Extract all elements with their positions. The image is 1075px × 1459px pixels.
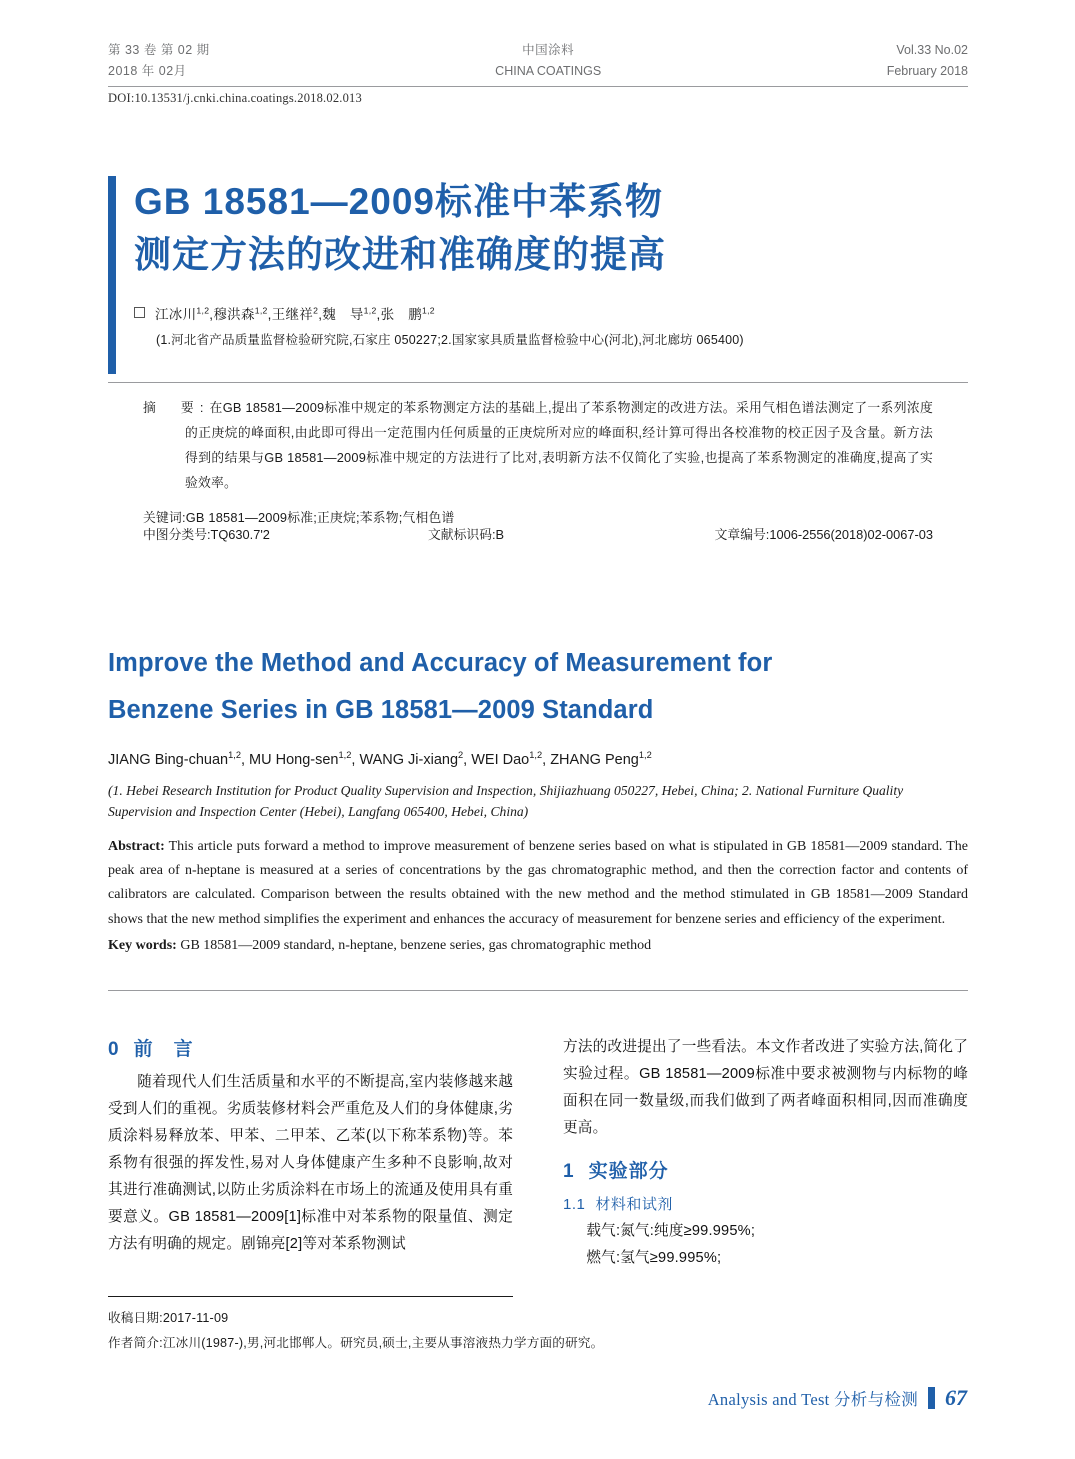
divider-english-bottom (108, 990, 968, 991)
journal-name-zh: 中国涂料 (522, 43, 575, 57)
subsection-title-1-1: 材料和试剂 (595, 1195, 673, 1213)
author-bio: 作者简介:江冰川(1987-),男,河北邯郸人。研究员,硕士,主要从事溶液热力学方面的研究。 (108, 1335, 604, 1350)
author-zh-1: 江冰川 (155, 307, 197, 323)
section-title-1: 实验部分 (588, 1160, 669, 1182)
footer-section-label: Analysis and Test 分析与检测 (707, 1390, 918, 1409)
paragraph-intro: 随着现代人们生活质量和水平的不断提高,室内装修越来越受到人们的重视。劣质装修材料会严重危及人们的身体健康,劣质涂料易释放苯、甲苯、二甲苯、乙苯(以下称苯系物)等。苯系物有很强的挥发性,易对人身体健康产生多种不良影响,故对其进行准确测试,以防止劣质涂料在市场上的流通及使用具有重要意义。GB 18581—2009[1]标准中对苯系物的限量值、测定方法有明确的规定。剧锦亮[2]等对苯系物测试 (108, 1074, 513, 1252)
running-head-right (887, 40, 968, 81)
running-head (108, 40, 968, 81)
title-block (108, 176, 968, 348)
volume-issue-zh: 第 33 卷 第 02 期 (108, 43, 210, 57)
authors-zh: 江冰川$^{1,2}$,穆洪森$^{1,2}$,王继祥$^2$,魏 导$^{1,2}$,张 鹏$^{1,2}$ (134, 303, 968, 323)
section-heading-0 (108, 1034, 513, 1061)
materials-line-1: 载气:氮气:纯度≥99.995%; (586, 1222, 756, 1239)
section-title-0: 前 言 (133, 1039, 194, 1060)
subsection-number-1-1: 1.1 (563, 1195, 586, 1213)
keywords-en (108, 938, 968, 954)
keywords-en-label: Key words: (108, 937, 177, 953)
paragraph-intro-continued: 方法的改进提出了一些看法。本文作者改进了实验方法,简化了实验过程。GB 18581—2009标准中要求被测物与内标物的峰面积在同一数量级,而我们做到了两者峰面积相同,因而准确度更高。 (563, 1039, 968, 1136)
page-title-zh-line2: 测定方法的改进和准确度的提高 (134, 233, 666, 275)
received-date: 收稿日期:2017-11-09 (108, 1311, 229, 1325)
abstract-zh-block (143, 396, 933, 531)
date-zh: 2018 年 02月 (108, 63, 187, 78)
doi-text: DOI:10.13531/j.cnki.china.coatings.2018.02.013 (108, 91, 362, 105)
section-number-0: 0 (108, 1039, 120, 1060)
subsection-heading-1-1 (563, 1193, 968, 1214)
keywords-en-text: GB 18581—2009 standard, n-heptane, benzene series, gas chromatographic method (176, 937, 652, 953)
page-number: 67 (945, 1385, 967, 1410)
abstract-zh-text: 在GB 18581—2009标准中规定的苯系物测定方法的基础上,提出了苯系物测定的改进方法。采用气相色谱法测定了一系列浓度的正庚烷的峰面积,由此即可得出一定范围内任何质量的正庚烷所对应的峰面积,经计算可得出各校准物的校正因子及含量。新方法得到的结果与GB 18581—2009标准中规定的方法进行了比对,表明新方法不仅简化了实验,也提高了苯系物测定的准确度,提高了实验效率。 (185, 400, 933, 490)
abstract-en-text: This article puts forward a method to improve measurement of benzene series based on what is stipulated in GB 18581—2009 standard. The peak area of n-heptane is measured at a series of concentrations by the gas chromatographic method, and then the correction factor and contents of calibrators are calculated. Comparison between the results obtained with the new method and the method stimulated in GB 18581—2009 Standard shows that the new method simplifies the experiment and enhances the accuracy of measurement for benzene series and efficiency of the experiment. (108, 839, 968, 927)
clc-number: 中图分类号:TQ630.7'2 (143, 527, 270, 542)
footer-accent-bar (928, 1387, 935, 1409)
running-head-left (108, 40, 210, 81)
journal-name-en: CHINA COATINGS (495, 63, 602, 78)
footnote-block (108, 1306, 968, 1355)
accent-bar (108, 176, 116, 374)
divider-top (108, 86, 968, 87)
abstract-zh (143, 396, 933, 496)
classification-line (143, 524, 933, 543)
section-number-1: 1 (563, 1160, 575, 1182)
english-block (108, 640, 968, 954)
document-code: 文献标识码:B (428, 527, 505, 542)
keywords-zh: 关键词:GB 18581—2009标准;正庚烷;苯系物;气相色谱 (143, 509, 455, 525)
abstract-en-label: Abstract: (108, 839, 165, 855)
running-head-center (495, 40, 601, 81)
body-column-left (108, 1034, 513, 1284)
page-title-en-line2: Benzene Series in GB 18581—2009 Standard (108, 696, 654, 725)
section-heading-1 (563, 1156, 968, 1183)
volume-issue-en: Vol.33 No.02 (896, 43, 968, 57)
page-title-en (108, 640, 968, 734)
materials-line-2: 燃气:氢气≥99.995%; (586, 1249, 722, 1266)
page-title-en-line1: Improve the Method and Accuracy of Measurement for (108, 649, 773, 677)
article-id: 文章编号:1006-2556(2018)02-0067-03 (714, 527, 933, 542)
authors-en: JIANG Bing-chuan$^{1,2}$, MU Hong-sen$^{1,2}$, WANG Ji-xiang$^2$, WEI Dao$^{1,2}$, ZHANG Peng$^{1,2}$ (108, 750, 652, 769)
page-title-zh (134, 176, 968, 281)
affiliation-zh: (1.河北省产品质量监督检验研究院,石家庄 050227;2.国家家具质量监督检验中心(河北),河北廊坊 065400) (156, 333, 744, 348)
body-column-right (563, 1034, 968, 1284)
date-en: February 2018 (886, 63, 968, 78)
body-columns (108, 1034, 968, 1284)
page-footer (708, 1385, 967, 1411)
abstract-en (108, 835, 968, 931)
abstract-zh-label: 摘 要: (143, 400, 210, 415)
divider-title-bottom (108, 382, 968, 383)
affiliation-en: (1. Hebei Research Institution for Product Quality Supervision and Inspection, Shijiazhuang 050227, Hebei, China; 2. National Furniture Quality Supervision and Inspection Center (Hebei), Langfang 065400, Hebei, China) (108, 783, 904, 820)
page-title-zh-line1: GB 18581—2009标准中苯系物 (134, 181, 663, 222)
divider-footnote (108, 1296, 513, 1297)
square-bullet-icon (134, 307, 145, 318)
